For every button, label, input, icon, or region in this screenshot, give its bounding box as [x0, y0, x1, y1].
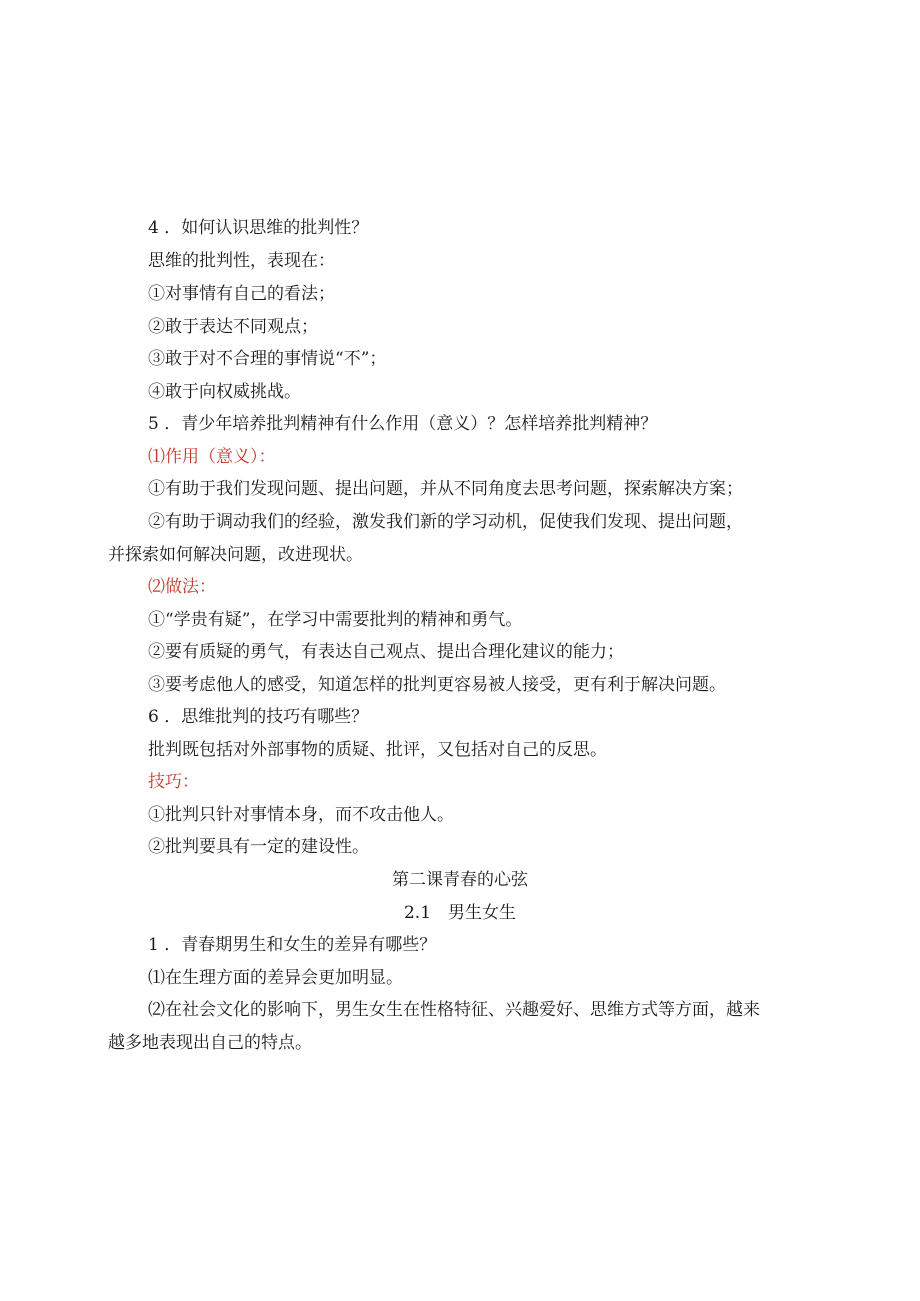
- paragraph-text: 思维的批判性，表现在：: [148, 251, 335, 271]
- section-title: 2.1 男生女生: [403, 903, 517, 923]
- list-item: ①批判只针对事情本身，而不攻击他人。: [148, 805, 454, 825]
- list-item-continuation: 越多地表现出自己的特点。: [108, 1033, 312, 1053]
- list-item: ②敢于表达不同观点；: [148, 317, 318, 337]
- question-1: 1 ．青春期男生和女生的差异有哪些？: [148, 935, 437, 955]
- list-item: ①有助于我们发现问题、提出问题，并从不同角度去思考问题，探索解决方案；: [148, 479, 743, 499]
- list-item: ⑵在社会文化的影响下，男生女生在性格特征、兴趣爱好、思维方式等方面，越来: [148, 1000, 760, 1020]
- list-item: ⑴在生理方面的差异会更加明显。: [148, 968, 403, 988]
- section-heading-skills: 技巧：: [148, 772, 199, 792]
- list-item: ②批判要具有一定的建设性。: [148, 837, 369, 857]
- list-item: ①“学贵有疑”，在学习中需要批判的精神和勇气。: [148, 610, 523, 630]
- list-item: ③敢于对不合理的事情说“不”；: [148, 349, 387, 369]
- list-item: ②要有质疑的勇气，有表达自己观点、提出合理化建议的能力；: [148, 642, 624, 662]
- section-heading-method: ⑵做法：: [148, 577, 216, 597]
- list-item: ③要考虑他人的感受，知道怎样的批判更容易被人接受，更有利于解决问题。: [148, 675, 726, 695]
- paragraph-text: 批判既包括对外部事物的质疑、批评，又包括对自己的反思。: [148, 740, 607, 760]
- list-item-continuation: 并探索如何解决问题，改进现状。: [108, 545, 363, 565]
- section-heading-function: ⑴作用（意义）：: [148, 447, 276, 467]
- list-item: ④敢于向权威挑战。: [148, 382, 301, 402]
- lesson-title: 第二课青春的心弦: [392, 870, 528, 890]
- question-6: 6 ．思维批判的技巧有哪些？: [148, 707, 369, 727]
- question-4: 4 ．如何认识思维的批判性？: [148, 218, 369, 238]
- question-5: 5 ．青少年培养批判精神有什么作用（意义）？怎样培养批判精神？: [148, 414, 658, 434]
- list-item: ②有助于调动我们的经验，激发我们新的学习动机，促使我们发现、提出问题，: [148, 512, 743, 532]
- list-item: ①对事情有自己的看法；: [148, 284, 335, 304]
